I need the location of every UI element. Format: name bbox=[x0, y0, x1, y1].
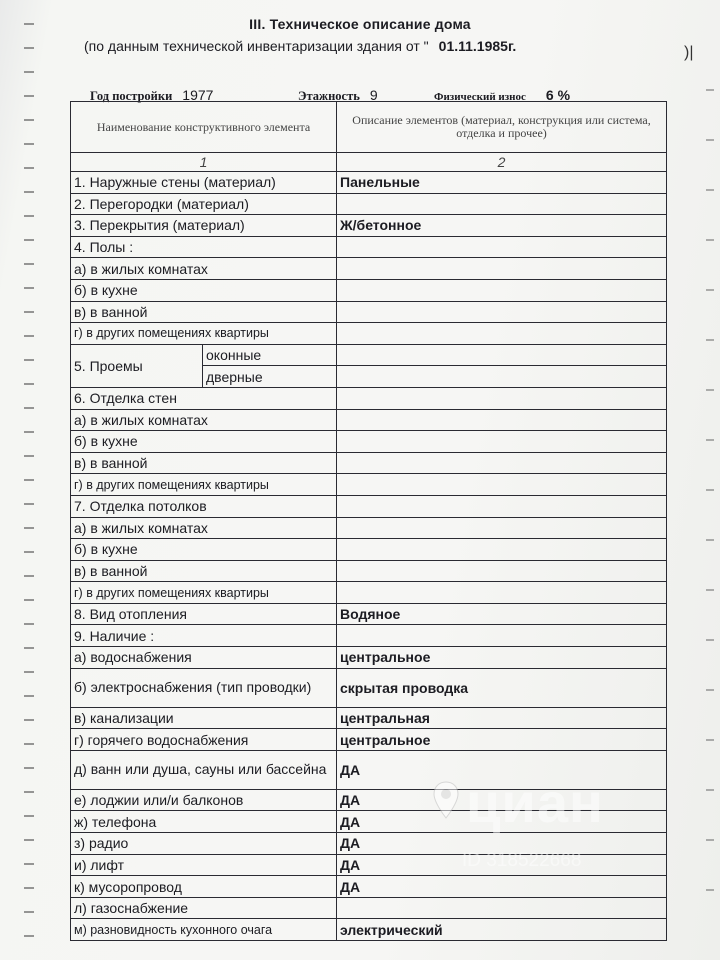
row-label: 8. Вид отопления bbox=[71, 603, 337, 625]
table-row bbox=[71, 897, 667, 919]
row-label: б) в кухне bbox=[71, 279, 337, 301]
table-row bbox=[71, 193, 667, 215]
table-row bbox=[71, 236, 667, 258]
row-value: ДА bbox=[337, 876, 667, 898]
table-row bbox=[71, 215, 667, 237]
row-value bbox=[337, 897, 667, 919]
row-value: Ж/бетонное bbox=[337, 215, 667, 237]
table-row bbox=[71, 474, 667, 496]
row-label: г) в других помещениях квартиры bbox=[71, 582, 337, 604]
row-value: ДА bbox=[337, 854, 667, 876]
table-row bbox=[71, 582, 667, 604]
row-value bbox=[337, 452, 667, 474]
row-value bbox=[337, 474, 667, 496]
table-row bbox=[71, 301, 667, 323]
row-value: ДА bbox=[337, 811, 667, 833]
watermark-id: ID 318522668 bbox=[462, 850, 582, 871]
row-value: электрический bbox=[337, 919, 667, 941]
row-value: Водяное bbox=[337, 603, 667, 625]
row-label: и) лифт bbox=[71, 854, 337, 876]
row-value bbox=[337, 495, 667, 517]
table-row bbox=[71, 603, 667, 625]
table-row-openings bbox=[71, 344, 667, 366]
row-value bbox=[337, 366, 667, 388]
row-value bbox=[337, 431, 667, 453]
subtitle-text: (по данным технической инвентаризации здания от " bbox=[84, 38, 429, 54]
row-label: г) горячего водоснабжения bbox=[71, 729, 337, 751]
row-label: 4. Полы : bbox=[71, 236, 337, 258]
table-row bbox=[71, 707, 667, 729]
row-label: д) ванн или душа, сауны или бассейна bbox=[71, 750, 337, 789]
table-row bbox=[71, 452, 667, 474]
openings-window-label: оконные bbox=[203, 344, 337, 366]
row-label: 2. Перегородки (материал) bbox=[71, 193, 337, 215]
row-label: е) лоджии или/и балконов bbox=[71, 789, 337, 811]
row-label: а) в жилых комнатах bbox=[71, 258, 337, 280]
header-element-name: Наименование конструктивного элемента bbox=[71, 102, 337, 153]
table-row bbox=[71, 172, 667, 194]
side-mark: )| bbox=[684, 44, 694, 61]
row-label: в) канализации bbox=[71, 707, 337, 729]
row-label: б) электроснабжения (тип проводки) bbox=[71, 668, 337, 707]
margin-rule-lines bbox=[22, 0, 36, 960]
table-row bbox=[71, 431, 667, 453]
row-label: г) в других помещениях квартиры bbox=[71, 474, 337, 496]
table-row bbox=[71, 560, 667, 582]
column-number-2: 2 bbox=[337, 153, 667, 172]
row-label: 9. Наличие : bbox=[71, 625, 337, 647]
row-label: м) разновидность кухонного очага bbox=[71, 919, 337, 941]
row-value bbox=[337, 193, 667, 215]
row-label: з) радио bbox=[71, 833, 337, 855]
row-value bbox=[337, 517, 667, 539]
inventory-date: 01.11.1985г. bbox=[438, 38, 517, 54]
row-label: 5. Проемы bbox=[71, 344, 203, 387]
row-value: ДА bbox=[337, 750, 667, 789]
table-row bbox=[71, 729, 667, 751]
row-label: 1. Наружные стены (материал) bbox=[71, 172, 337, 194]
row-label: б) в кухне bbox=[71, 431, 337, 453]
openings-door-label: дверные bbox=[203, 366, 337, 388]
row-value: центральное bbox=[337, 647, 667, 669]
table-row bbox=[71, 279, 667, 301]
watermark-text: циан bbox=[466, 771, 604, 834]
table-row bbox=[71, 668, 667, 707]
row-value bbox=[337, 279, 667, 301]
row-value bbox=[337, 560, 667, 582]
row-value bbox=[337, 625, 667, 647]
table-row bbox=[71, 876, 667, 898]
row-label: а) в жилых комнатах bbox=[71, 409, 337, 431]
physical-wear-label: Физический износ bbox=[434, 91, 526, 103]
row-value bbox=[337, 323, 667, 345]
row-label: в) в ванной bbox=[71, 452, 337, 474]
row-label: а) в жилых комнатах bbox=[71, 517, 337, 539]
row-value bbox=[337, 539, 667, 561]
year-built-value: 1977 bbox=[182, 87, 214, 103]
row-value bbox=[337, 301, 667, 323]
table-row bbox=[71, 625, 667, 647]
table-row bbox=[71, 517, 667, 539]
row-value: ДА bbox=[337, 833, 667, 855]
row-value: ДА bbox=[337, 789, 667, 811]
document-title: III. Техническое описание дома bbox=[249, 16, 471, 32]
row-label: л) газоснабжение bbox=[71, 897, 337, 919]
header-element-description: Описание элементов (материал, конструкция или система, отделка и прочее) bbox=[337, 102, 667, 153]
map-pin-icon bbox=[432, 780, 460, 820]
document-subtitle bbox=[84, 38, 516, 54]
row-label: а) водоснабжения bbox=[71, 647, 337, 669]
table-row bbox=[71, 323, 667, 345]
row-value bbox=[337, 409, 667, 431]
row-value bbox=[337, 387, 667, 409]
floor-count-label: Этажность bbox=[298, 89, 360, 103]
row-label: к) мусоропровод bbox=[71, 876, 337, 898]
row-value: центральная bbox=[337, 707, 667, 729]
floor-count-value: 9 bbox=[369, 87, 378, 103]
row-label: в) в ванной bbox=[71, 560, 337, 582]
row-value: Панельные bbox=[337, 172, 667, 194]
row-value: скрытая проводка bbox=[337, 668, 667, 707]
table-row bbox=[71, 919, 667, 941]
row-label: г) в других помещениях квартиры bbox=[71, 323, 337, 345]
row-value: центральное bbox=[337, 729, 667, 751]
row-label: б) в кухне bbox=[71, 539, 337, 561]
table-row bbox=[71, 495, 667, 517]
row-value bbox=[337, 344, 667, 366]
table-row bbox=[71, 647, 667, 669]
table-number-row bbox=[71, 153, 667, 172]
row-label: 3. Перекрытия (материал) bbox=[71, 215, 337, 237]
table-row bbox=[71, 539, 667, 561]
row-value bbox=[337, 236, 667, 258]
column-number-1: 1 bbox=[71, 153, 337, 172]
row-value bbox=[337, 258, 667, 280]
row-value bbox=[337, 582, 667, 604]
row-label: ж) телефона bbox=[71, 811, 337, 833]
row-label: 6. Отделка стен bbox=[71, 387, 337, 409]
row-label: в) в ванной bbox=[71, 301, 337, 323]
table-row bbox=[71, 387, 667, 409]
row-label: 7. Отделка потолков bbox=[71, 495, 337, 517]
year-built-label: Год постройки bbox=[90, 89, 173, 103]
table-row bbox=[71, 409, 667, 431]
table-header-row bbox=[71, 102, 667, 153]
table-row bbox=[71, 258, 667, 280]
right-edge-dashes bbox=[704, 80, 716, 940]
physical-wear-value: 6 % bbox=[545, 87, 571, 103]
